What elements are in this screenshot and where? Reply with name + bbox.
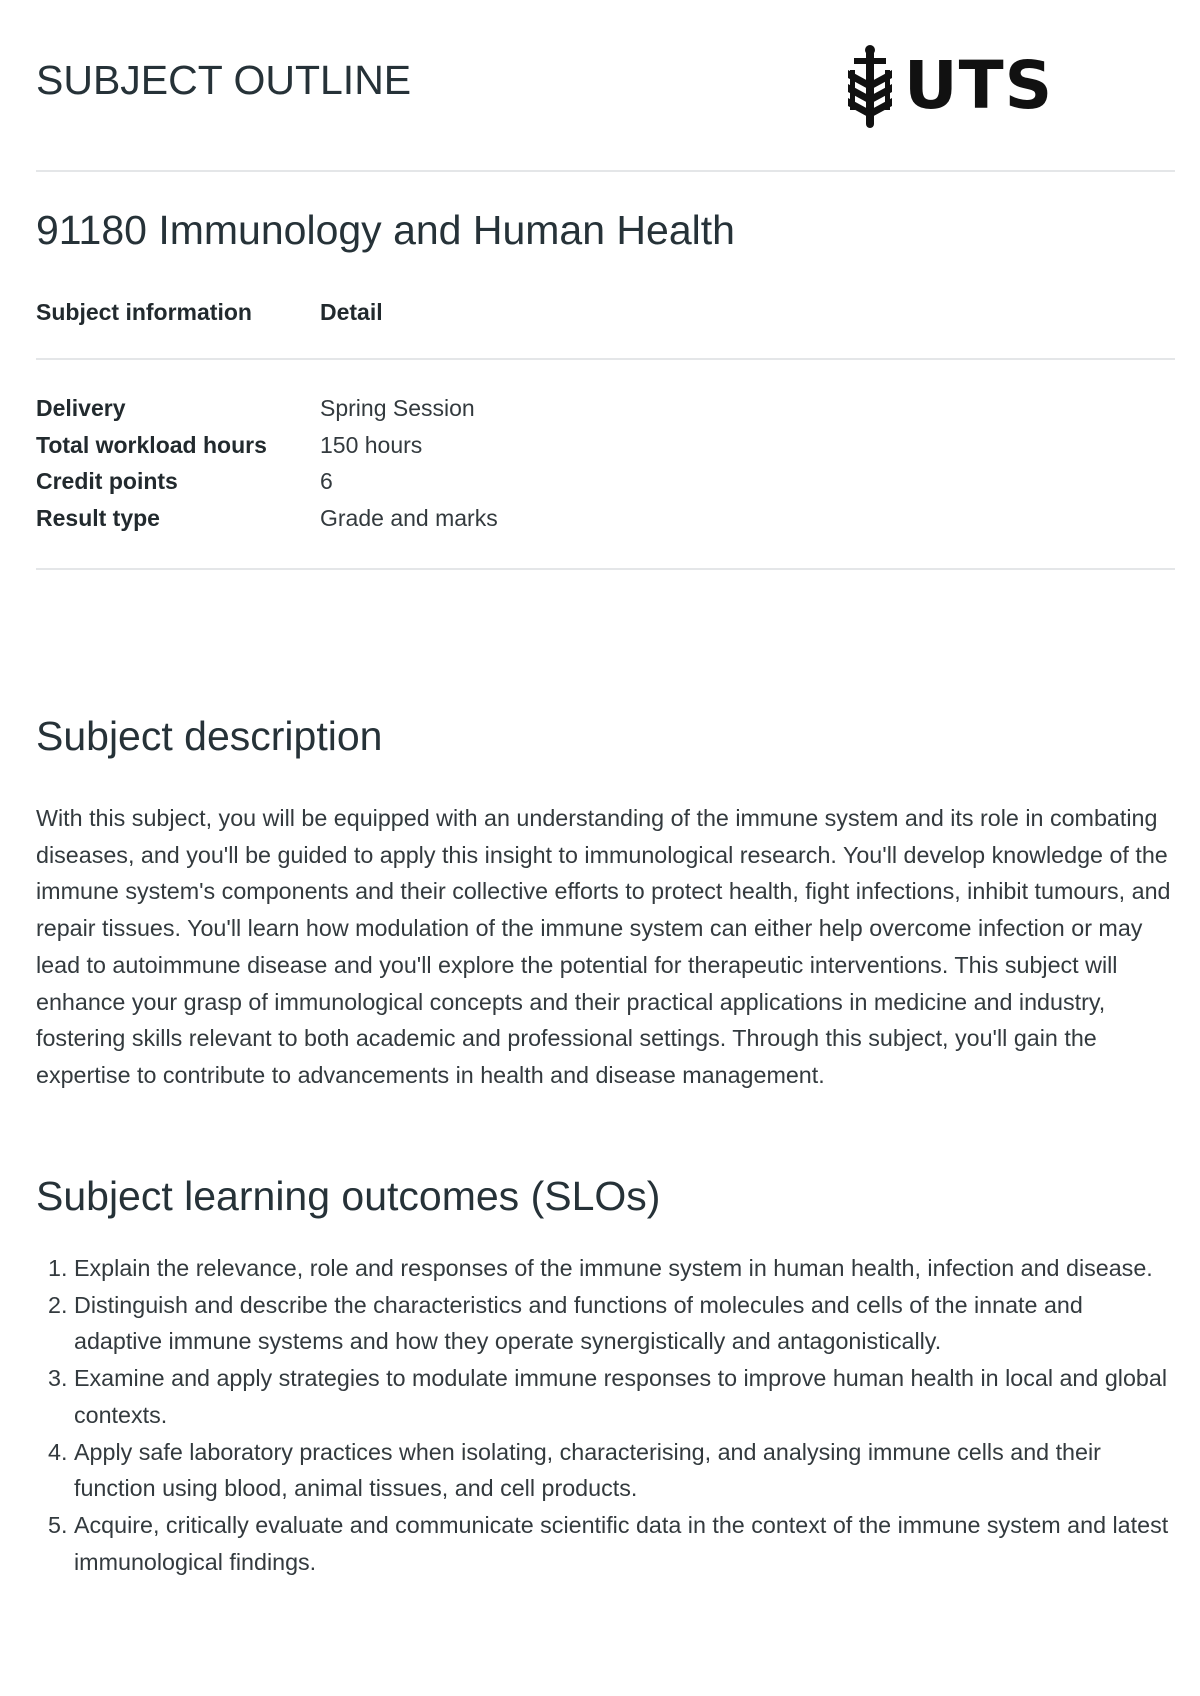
document-type-title: SUBJECT OUTLINE [36, 57, 412, 103]
list-item-number: 2. [48, 1291, 68, 1318]
info-table-header-divider [36, 358, 1175, 360]
info-row-label: Delivery [36, 395, 126, 421]
info-row-credit-points [36, 465, 1175, 497]
list-item [36, 1250, 1175, 1287]
info-row-value: 150 hours [320, 431, 423, 458]
list-item-text: Apply safe laboratory practices when isolating, characterising, and analysing immune cells and their function using blood, animal tissues, and cell products. [74, 1438, 1101, 1502]
learning-outcomes-heading: Subject learning outcomes (SLOs) [36, 1173, 661, 1219]
info-table-bottom-divider [36, 568, 1175, 570]
list-item-number: 1. [48, 1255, 68, 1281]
list-item-number: 4. [48, 1438, 68, 1465]
learning-outcomes-list [36, 1250, 1175, 1580]
info-row-value: Grade and marks [320, 504, 498, 531]
list-item-text: Examine and apply strategies to modulate immune responses to improve human health in local and global contexts. [74, 1365, 1167, 1428]
list-item [36, 1507, 1175, 1580]
info-table-header-label: Subject information [36, 299, 252, 325]
list-item-text: Explain the relevance, role and responses of the immune system in human health, infection and disease. [74, 1255, 1153, 1281]
uts-logo [842, 44, 1062, 128]
uts-crest-icon [842, 44, 898, 128]
list-item [36, 1287, 1175, 1360]
uts-logo-text: UTS [904, 47, 1054, 124]
info-row-value: 6 [320, 468, 333, 494]
page-header [36, 47, 1175, 134]
info-row-label: Credit points [36, 468, 178, 494]
info-row-delivery [36, 392, 1175, 424]
list-item [36, 1360, 1175, 1433]
list-item [36, 1434, 1175, 1507]
info-row-label: Result type [36, 504, 160, 531]
header-divider [36, 170, 1175, 172]
list-item-number: 3. [48, 1365, 68, 1392]
info-row-label: Total workload hours [36, 431, 267, 458]
info-row-value: Spring Session [320, 395, 475, 421]
subject-outline-page [36, 0, 1175, 1696]
info-row-workload [36, 429, 1175, 461]
info-table-header-value: Detail [320, 299, 383, 325]
list-item-text: Distinguish and describe the characteristics and functions of molecules and cells of the innate and adaptive immune systems and how they operate synergistically and antagonistically. [74, 1291, 1083, 1355]
list-item-text: Acquire, critically evaluate and communicate scientific data in the context of the immune system and latest immunological findings. [74, 1511, 1169, 1575]
subject-description-heading: Subject description [36, 713, 383, 759]
subject-description-text: With this subject, you will be equipped with an understanding of the immune system and its role in combating diseases, and you'll be guided to apply this insight to immunological research. You'll develop knowledge of the immune system's components and their collective efforts to protect health, fight infections, inhibit tumours, and repair tissues. You'll learn how modulation of the immune system can either help overcome infection or may lead to autoimmune disease and you'll explore the potential for therapeutic interventions. This subject will enhance your grasp of immunological concepts and their practical applications in medicine and industry, fostering skills relevant to both academic and professional settings. Through this subject, you'll gain the expertise to contribute to advancements in health and disease management. [36, 805, 1171, 1088]
info-row-result-type [36, 502, 1175, 534]
subject-title: 91180 Immunology and Human Health [36, 207, 735, 253]
info-table-header-row [36, 296, 1175, 328]
list-item-number: 5. [48, 1511, 68, 1538]
